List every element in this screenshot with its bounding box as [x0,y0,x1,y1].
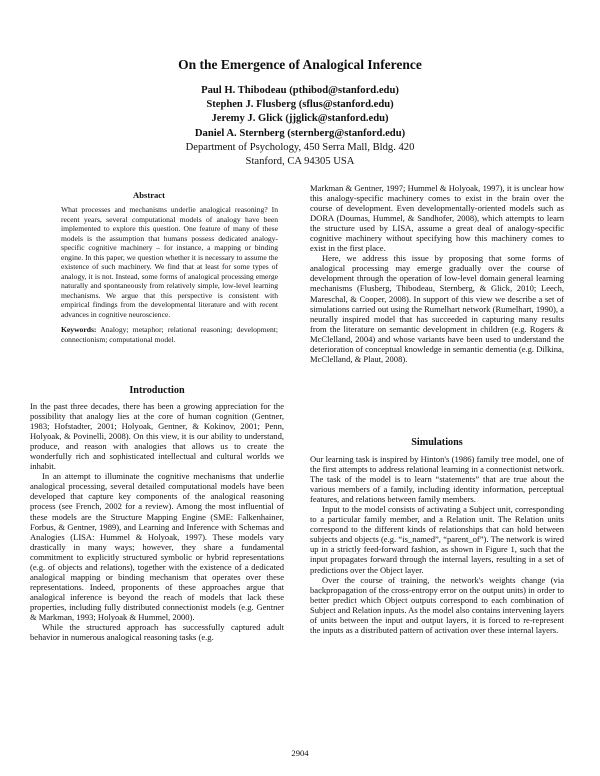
author-line: Paul H. Thibodeau (pthibod@stanford.edu) [201,85,399,96]
page-number: 2904 [291,748,309,758]
affiliation-line-2: Stanford, CA 94305 USA [245,156,355,168]
intro-paragraph: In an attempt to illuminate the cognitive mechanisms that underlie analogical processing, several detailed computational models have been developed that capture key components of the analogical reasoning process (see French, 2002 for a review). Among the most influential of these models are the Structure Mapping Engine (SME: Falkenhainer, Forbus, & Gentner, 1989), and Learning and Inference with Schemas and Analogies (LISA: Hummel & Holyoak, 1997). These models vary drastically in many ways; however, they share a fundamental commitment to explicitly structured symbolic or hybrid representations (e.g. of objects and relations), together with the existence of a dedicated analogical mapping or binding mechanism that operates over these representations. Indeed, proponents of these approaches argue that analogical inference is beyond the reach of models that lack these properties, including fully distributed connectionist models (e.g. Gentner & Markman, 1993; Holyoak & Hummel, 2000). [30,471,284,622]
author-block [0,84,600,169]
intro-paragraph: In the past three decades, there has been a growing appreciation for the possibility that analogy lies at the core of human cognition (Gentner, 1983; Hofstadter, 2001; Holyoak, Gentner, & Kokinov, 2001; Penn, Holyoak, & Povinelli, 2008). On this view, it is our ability to understand, produce, and reason with analogies that allows us to create the wonderfully rich and sophisticated intellectual and cultural worlds we inhabit. [30,401,284,472]
simulations-paragraph: Over the course of training, the network's weights change (via backpropagation of the cross-entropy error on the output units) in order to better predict which Object outputs correspond to each combination of Subject and Relation inputs. As the model also contains intervening layers of units between the input and output layers, it is forced to re-represent the inputs as a distributed pattern of activation over these internal layers. [310,574,564,635]
keywords [61,325,278,344]
left-column [30,401,284,642]
abstract-heading: Abstract [133,190,165,200]
author-line: Daniel A. Sternberg (sternberg@stanford.edu) [194,127,406,139]
abstract-text: What processes and mechanisms underlie analogical reasoning? In recent years, several computational models of analogy have been implemented to explore this question. One feature of many of these models is the assumption that humans possess dedicated analogy-specific cognitive machinery – for instance, a mapping or binding engine. In this paper, we question whether it is necessary to assume the existence of such machinery. We find that at least for some types of analogy, it is not. Instead, some forms of analogical processing emerge naturally and spontaneously from relatively simple, low-level learning mechanisms. We argue that this perspective is consistent with empirical findings from the developmental literature and with recent advances in cognitive neuroscience. [61,205,278,320]
body-paragraph: Markman & Gentner, 1997; Hummel & Holyoak, 1997), it is unclear how this analogy-specific machinery comes to exist in the brain over the course of development. Even developmentally-oriented models such as DORA (Doumas, Hummel, & Sandhofer, 2008), which attempts to learn the structure used by LISA, assume a great deal of analogy-specific cognitive machinery without specifying how this machinery comes to exist in the first place. [310,183,564,254]
keywords-text: Analogy; metaphor; relational reasoning; development; connectionism; computational model. [61,325,278,344]
body-paragraph: Here, we address this issue by proposing that some forms of analogical processing may emerge gradually over the course of development through the operation of low-level domain general learning mechanisms (Flusberg, Thibodeau, Sternberg, & Glick, 2010; Leech, Mareschal, & Cooper, 2008). In support of this view we describe a set of simulations carried out using the Rumelhart network (Rumelhart, 1990), a neurally inspired model that has succeeded in capturing many results from the literature on semantic development in children (e.g. Rogers & McClelland, 2004) and whose variants have been used to understand the deterioration of conceptual knowledge in semantic dementia (e.g. Dilkina, McClelland, & Plaut, 2008). [310,253,564,364]
simulations-column [310,454,564,635]
affiliation-line-1: Department of Psychology, 450 Serra Mall, Bldg. 420 [185,141,415,153]
paper-title: On the Emergence of Analogical Inference [178,57,422,72]
author-line: Stephen J. Flusberg (sflus@stanford.edu) [206,99,394,111]
keywords-label: Keywords: [61,325,97,334]
intro-paragraph: While the structured approach has successfully captured adult behavior in numerous analogical reasoning tasks (e.g. [30,622,284,643]
simulations-paragraph: Our learning task is inspired by Hinton's (1986) family tree model, one of the first attempts to address relational learning in a connectionist network. The task of the model is to learn “statements” that are true about the various members of a family, including identity information, perceptual features, and relations between family members. [310,454,564,505]
simulations-paragraph: Input to the model consists of activating a Subject unit, corresponding to a particular family member, and a Relation unit. The Relation units correspond to the different kinds of relationships that can hold between subjects and objects (e.g. “is_named”, “parent_of”). The network is wired up in a strictly feed-forward fashion, as shown in Figure 1, such that the input propagates forward through the internal layers, resulting in a set of predictions over the Object layer. [310,504,564,575]
simulations-heading: Simulations [411,437,463,448]
right-column [310,183,564,364]
introduction-heading: Introduction [129,385,185,396]
author-line: Jeremy J. Glick (jjglick@stanford.edu) [211,113,389,125]
